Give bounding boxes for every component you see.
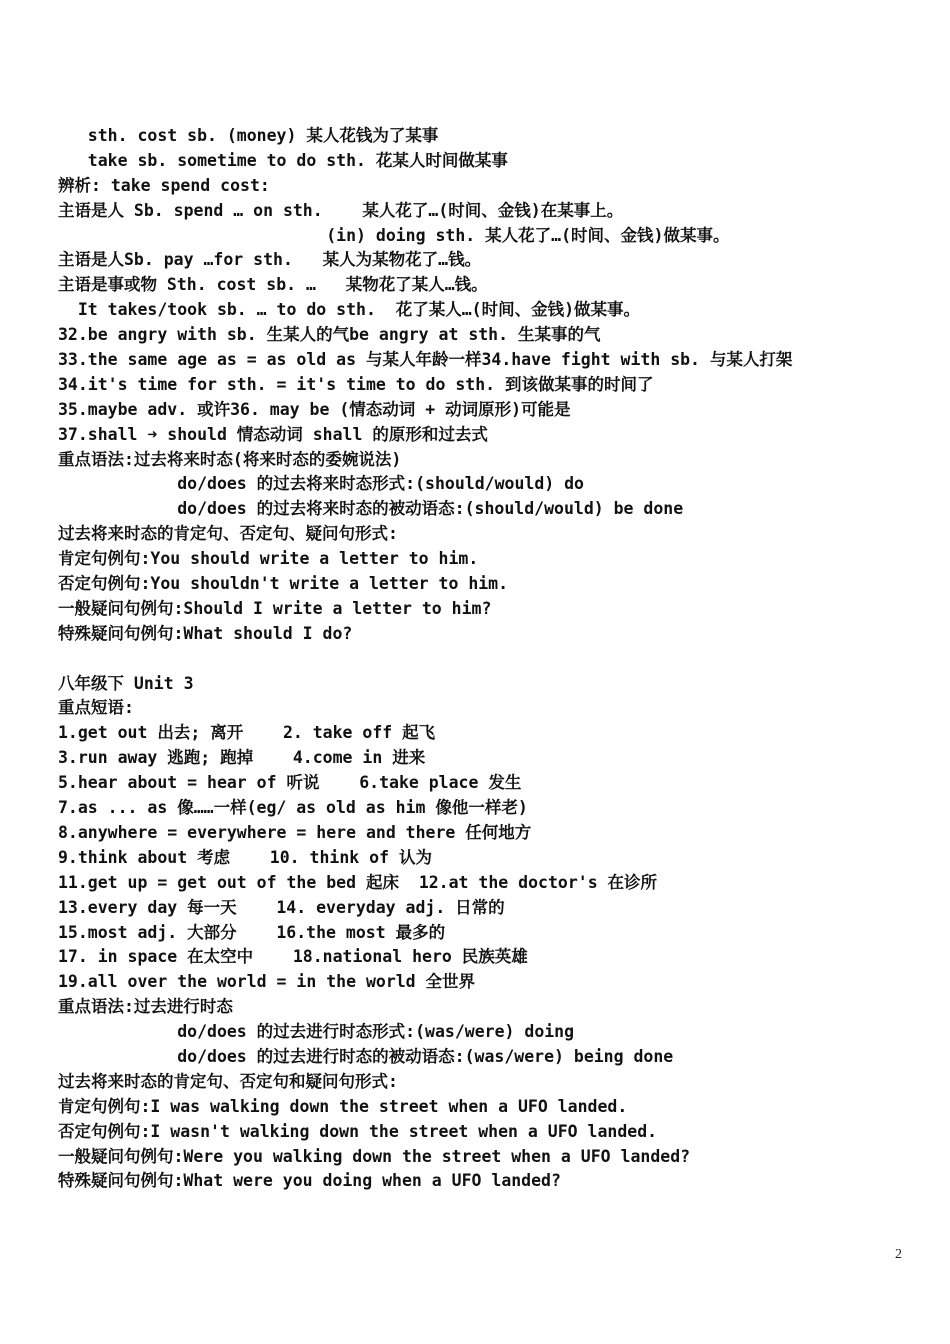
unit-heading: 八年级下 Unit 3	[58, 673, 194, 693]
text-line: 34.it's time for sth. = it's time to do sth. 到该做某事的时间了	[58, 374, 654, 394]
example-sentence: 否定句例句:You shouldn't write a letter to him.	[58, 574, 509, 594]
text-line: 32.be angry with sb. 生某人的气be angry at sth. 生某事的气	[58, 325, 601, 345]
phrase-item: 11.get up = get out of the bed 起床 12.at the doctor's 在诊所	[58, 872, 658, 892]
text-line: 37.shall ➜ should 情态动词 shall 的原形和过去式	[58, 424, 488, 444]
example-sentence: 特殊疑问句例句:What should I do?	[58, 623, 353, 643]
text-line: do/does 的过去将来时态的被动语态:(should/would) be done	[58, 499, 684, 519]
phrase-item: 19.all over the world = in the world 全世界	[58, 972, 476, 992]
text-line: 过去将来时态的肯定句、否定句和疑问句形式:	[58, 1071, 398, 1091]
text-line: It takes/took sb. … to do sth. 花了某人…(时间、金钱)做某事。	[58, 300, 641, 320]
phrase-item: 7.as ... as 像……一样(eg/ as old as him 像他一样老)	[58, 798, 528, 818]
text-line: do/does 的过去将来时态形式:(should/would) do	[58, 474, 584, 494]
text-line: sth. cost sb. (money) 某人花钱为了某事	[58, 126, 439, 145]
blank-line	[58, 647, 918, 672]
text-line: 辨析: take spend cost:	[58, 175, 270, 195]
example-sentence: 肯定句例句:You should write a letter to him.	[58, 549, 479, 569]
phrase-item: 17. in space 在太空中 18.national hero 民族英雄	[58, 947, 528, 967]
text-line: 过去将来时态的肯定句、否定句、疑问句形式:	[58, 524, 398, 544]
phrase-item: 9.think about 考虑 10. think of 认为	[58, 847, 432, 867]
text-line: 35.maybe adv. 或许36. may be (情态动词 + 动词原形)可能是	[58, 399, 571, 419]
phrase-item: 13.every day 每一天 14. everyday adj. 日常的	[58, 897, 505, 917]
page-number: 2	[895, 1247, 902, 1262]
grammar-heading: 重点语法:过去将来时态(将来时态的委婉说法)	[58, 449, 402, 469]
example-sentence: 一般疑问句例句:Were you walking down the street when a UFO landed?	[58, 1146, 691, 1166]
text-line: 主语是人 Sb. spend … on sth. 某人花了…(时间、金钱)在某事上。	[58, 200, 624, 220]
text-line: do/does 的过去进行时态的被动语态:(was/were) being done	[58, 1046, 674, 1066]
example-sentence: 一般疑问句例句:Should I write a letter to him?	[58, 598, 492, 618]
document-body	[58, 124, 918, 1194]
example-sentence: 肯定句例句:I was walking down the street when a UFO landed.	[58, 1096, 628, 1116]
example-sentence: 特殊疑问句例句:What were you doing when a UFO landed?	[58, 1171, 561, 1191]
phrase-item: 1.get out 出去; 离开 2. take off 起飞	[58, 723, 436, 743]
phrases-heading: 重点短语:	[58, 698, 134, 718]
grammar-heading: 重点语法:过去进行时态	[58, 997, 233, 1017]
text-line: do/does 的过去进行时态形式:(was/were) doing	[58, 1022, 575, 1042]
text-line: 主语是事或物 Sth. cost sb. … 某物花了某人…钱。	[58, 275, 488, 295]
text-line: (in) doing sth. 某人花了…(时间、金钱)做某事。	[58, 225, 730, 245]
text-line: take sb. sometime to do sth. 花某人时间做某事	[58, 150, 508, 170]
example-sentence: 否定句例句:I wasn't walking down the street when a UFO landed.	[58, 1121, 658, 1141]
text-line: 主语是人Sb. pay …for sth. 某人为某物花了…钱。	[58, 250, 482, 270]
phrase-item: 3.run away 逃跑; 跑掉 4.come in 进来	[58, 748, 426, 768]
phrase-item: 8.anywhere = everywhere = here and there 任何地方	[58, 822, 532, 842]
text-line: 33.the same age as = as old as 与某人年龄一样34.have fight with sb. 与某人打架	[58, 350, 793, 370]
phrase-item: 5.hear about = hear of 听说 6.take place 发生	[58, 773, 522, 793]
phrase-item: 15.most adj. 大部分 16.the most 最多的	[58, 922, 446, 942]
